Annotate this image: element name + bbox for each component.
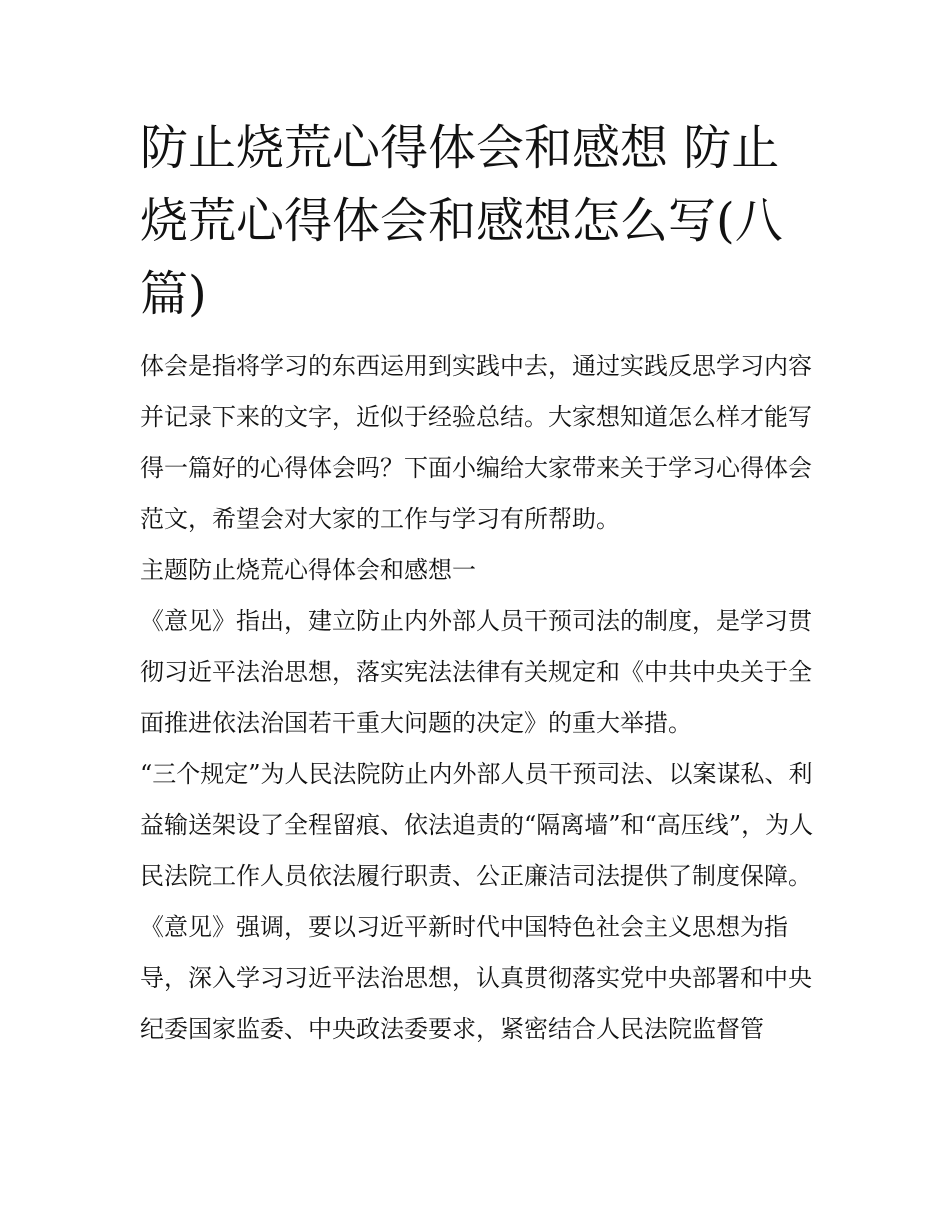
document-body <box>140 112 816 1055</box>
body-paragraph: “三个规定”为人民法院防止内外部人员干预司法、以案谋私、利益输送架设了全程留痕、依法追责的“隔离墙”和“高压线”，为人民法院工作人员依法履行职责、公正廉洁司法提供了制度保障。 <box>140 760 814 890</box>
body-paragraph: 《意见》指出，建立防止内外部人员干预司法的制度，是学习贯彻习近平法治思想，落实宪法法律有关规定和《中共中央关于全面推进依法治国若干重大问题的决定》的重大举措。 <box>140 607 812 737</box>
document-title: 防止烧荒心得体会和感想 防止烧荒心得体会和感想怎么写(八篇) <box>140 120 783 322</box>
section-heading: 主题防止烧荒心得体会和感想一 <box>140 556 476 584</box>
body-paragraph: 《意见》强调，要以习近平新时代中国特色社会主义思想为指导，深入学习习近平法治思想，认真贯彻落实党中央部署和中央纪委国家监委、中央政法委要求，紧密结合人民法院监督管 <box>140 913 812 1043</box>
intro-paragraph: 体会是指将学习的东西运用到实践中去，通过实践反思学习内容并记录下来的文字，近似于经验总结。大家想知道怎么样才能写得一篇好的心得体会吗？下面小编给大家带来关于学习心得体会范文，希望会对大家的工作与学习有所帮助。 <box>140 352 812 533</box>
